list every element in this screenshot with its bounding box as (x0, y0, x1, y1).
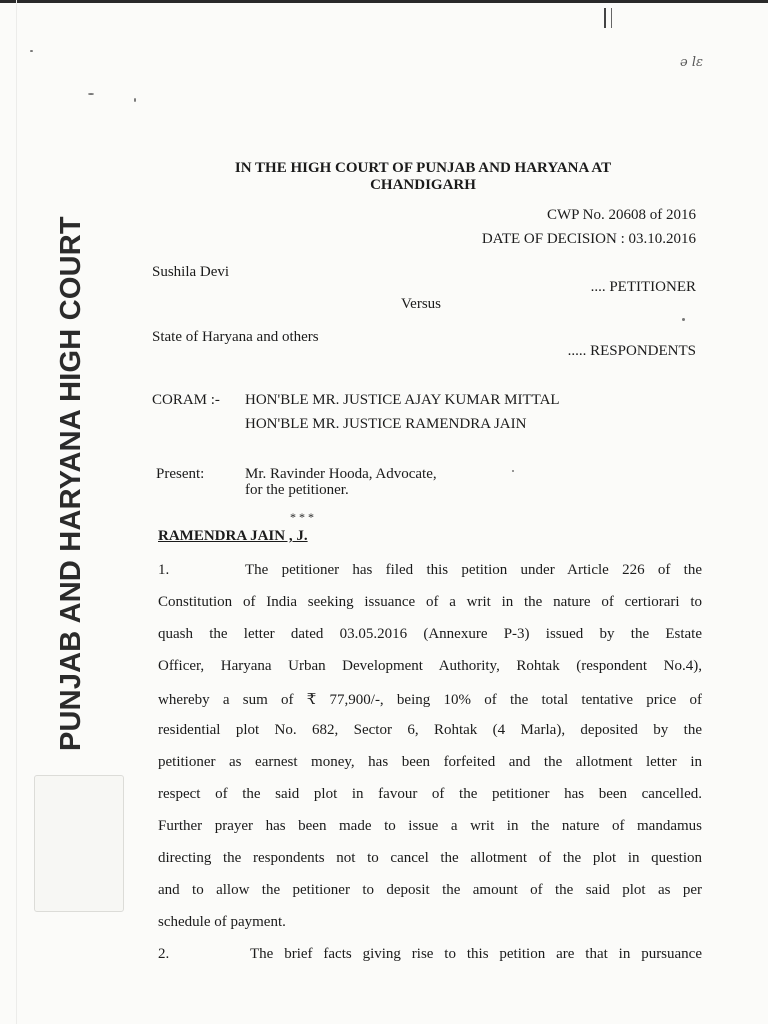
decision-date: DATE OF DECISION : 03.10.2016 (481, 231, 696, 247)
counsel-line-2: for the petitioner. (245, 482, 349, 498)
coram-label: CORAM :- (152, 392, 220, 408)
paragraph-line: quash the letter dated 03.05.2016 (Annexure P-3) issued by the Estate (158, 626, 702, 642)
paragraph-number: 1. (158, 562, 170, 578)
coram-judge-2: HON'BLE MR. JUSTICE RAMENDRA JAIN (245, 416, 527, 432)
paragraph-number: 2. (158, 946, 170, 962)
court-title-line1: IN THE HIGH COURT OF PUNJAB AND HARYANA AT (234, 160, 612, 176)
page-top-edge (0, 0, 768, 3)
respondent-role: ..... RESPONDENTS (567, 343, 696, 359)
versus-label: Versus (401, 296, 441, 312)
paragraph-line: residential plot No. 682, Sector 6, Rohtak (4 Marla), deposited by the (158, 722, 702, 738)
paragraph-line: respect of the said plot in favour of the petitioner has been cancelled. (158, 786, 702, 802)
court-watermark: PUNJAB AND HARYANA HIGH COURT (55, 216, 87, 751)
present-label: Present: (156, 466, 205, 482)
paragraph-line: directing the respondents not to cancel the allotment of the plot in question (158, 850, 702, 866)
respondent-name: State of Haryana and others (152, 329, 319, 345)
separator-stars: * * * (290, 510, 314, 524)
counsel-line-1: Mr. Ravinder Hooda, Advocate, (245, 466, 437, 482)
margin-line (16, 0, 17, 1024)
coram-judge-1: HON'BLE MR. JUSTICE AJAY KUMAR MITTAL (245, 392, 560, 408)
paragraph-line: petitioner as earnest money, has been forfeited and the allotment letter in (158, 754, 702, 770)
court-title-line2: CHANDIGARH (370, 177, 476, 193)
scan-speck (682, 318, 685, 321)
paragraph-line: whereby a sum of ₹ 77,900/-, being 10% of the total tentative price of (158, 692, 702, 708)
court-title (180, 160, 666, 194)
scan-speck (88, 93, 94, 95)
scan-artifact (604, 8, 612, 28)
petitioner-role: .... PETITIONER (590, 279, 696, 295)
paragraph-line: The brief facts giving rise to this petition are that in pursuance (250, 946, 702, 962)
handwritten-mark: ə lɛ (680, 55, 703, 70)
stamp-area (34, 775, 124, 912)
scan-speck (512, 470, 514, 472)
petitioner-name: Sushila Devi (152, 264, 230, 280)
paragraph-line: schedule of payment. (158, 914, 286, 930)
scan-speck (30, 50, 33, 52)
scan-speck (134, 98, 136, 102)
paragraph-line: Officer, Haryana Urban Development Authority, Rohtak (respondent No.4), (158, 658, 702, 674)
paragraph-line: Further prayer has been made to issue a writ in the nature of mandamus (158, 818, 702, 834)
paragraph-line: The petitioner has filed this petition under Article 226 of the (245, 562, 702, 578)
paragraph-line: Constitution of India seeking issuance of a writ in the nature of certiorari to (158, 594, 702, 610)
case-number: CWP No. 20608 of 2016 (546, 207, 696, 223)
judgment-author: RAMENDRA JAIN , J. (158, 528, 308, 544)
paragraph-line: and to allow the petitioner to deposit the amount of the said plot as per (158, 882, 702, 898)
